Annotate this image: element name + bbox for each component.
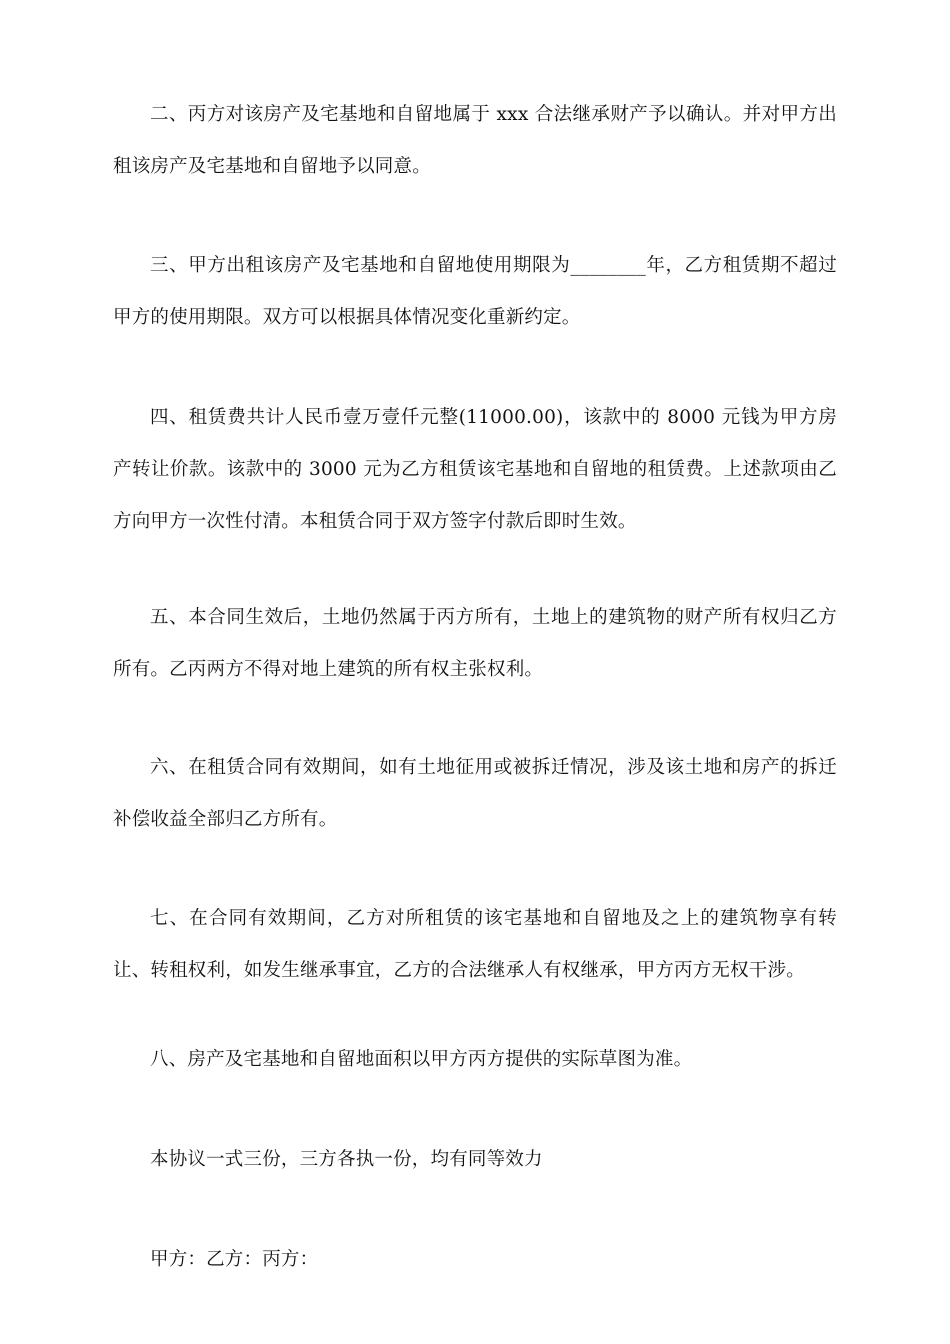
copies-statement: 本协议一式三份，三方各执一份，均有同等效力: [150, 1149, 543, 1170]
clause-4: 四、租赁费共计人民币壹万壹仟元整(11000.00)，该款中的 8000 元钱为甲方房产转让价款。该款中的 3000 元为乙方租赁该宅基地和自留地的租赁费。上述款项由乙方向甲方一次性付清。本租赁合同于双方签字付款后即时生效。: [113, 407, 837, 532]
clause-5: 五、本合同生效后，土地仍然属于丙方所有，土地上的建筑物的财产所有权归乙方所有。乙丙两方不得对地上建筑的所有权主张权利。: [113, 607, 837, 680]
signature-line: 甲方：乙方：丙方：: [150, 1249, 319, 1270]
clause-7: 七、在合同有效期间，乙方对所租赁的该宅基地和自留地及之上的建筑物享有转让、转租权利，如发生继承事宜，乙方的合法继承人有权继承，甲方丙方无权干涉。: [113, 908, 837, 981]
clause-8: 八、房产及宅基地和自留地面积以甲方丙方提供的实际草图为准。: [150, 1049, 693, 1070]
clause-3: 三、甲方出租该房产及宅基地和自留地使用期限为________年，乙方租赁期不超过甲方的使用期限。双方可以根据具体情况变化重新约定。: [113, 255, 837, 328]
clause-6: 六、在租赁合同有效期间，如有土地征用或被拆迁情况，涉及该土地和房产的拆迁补偿收益全部归乙方所有。: [113, 757, 837, 830]
clause-2: 二、丙方对该房产及宅基地和自留地属于 xxx 合法继承财产予以确认。并对甲方出租该房产及宅基地和自留地予以同意。: [113, 104, 837, 177]
